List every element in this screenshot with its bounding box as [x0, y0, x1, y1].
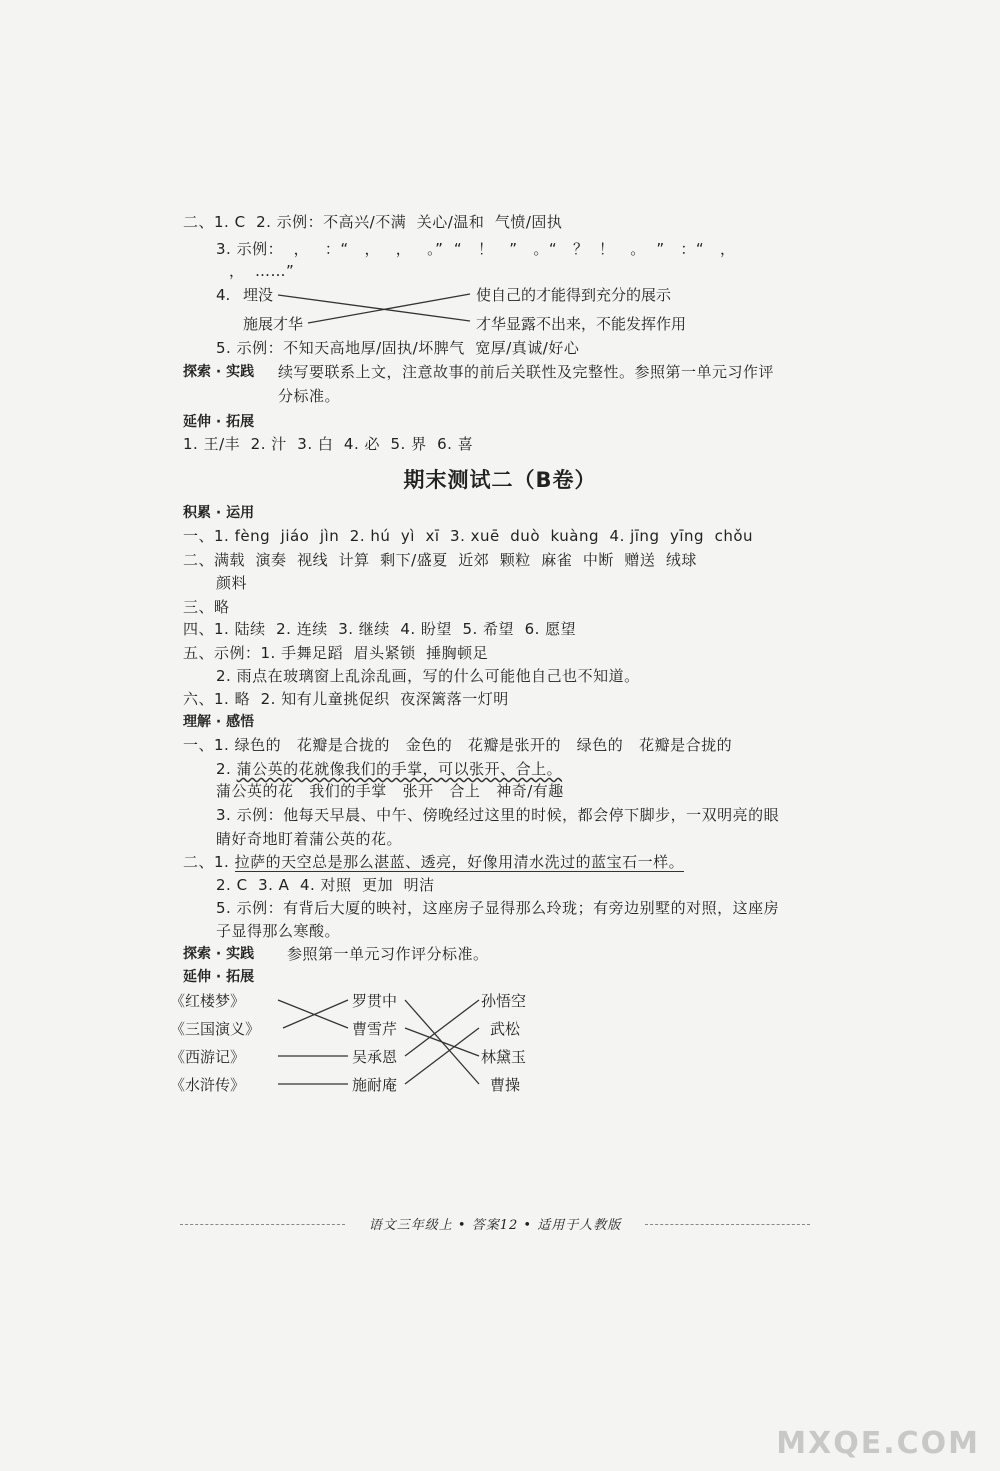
section-heading: 延伸 · 拓展	[183, 969, 255, 985]
section-heading: 延伸 · 拓展	[183, 414, 255, 430]
answer-line: 二、满载 演奏 视线 计算 剩下/盛夏 近郊 颗粒 麻雀 中断 赠送 绒球	[183, 551, 697, 569]
answer-line: 3. 示例： ， ：“ ， ， 。” “ ！ ” 。“ ？ ！ 。 ” ：“ ，	[216, 240, 736, 258]
match-left-item: 埋没	[243, 286, 274, 304]
match-line	[278, 1000, 348, 1028]
answer-line: 蒲公英的花 我们的手掌 张开 合上 神奇/有趣	[216, 782, 564, 800]
page-title: 期末测试二（B卷）	[403, 468, 597, 492]
answer-line: 颜料	[216, 574, 248, 592]
section-heading: 理解 · 感悟	[183, 714, 255, 730]
section-heading: 探索 · 实践	[183, 364, 255, 380]
answer-line: 四、1. 陆续 2. 连续 3. 继续 4. 盼望 5. 希望 6. 愿望	[183, 620, 577, 638]
answer-line: 3. 示例：他每天早晨、中午、傍晚经过这里的时候，都会停下脚步，一双明亮的眼	[216, 806, 780, 824]
answer-line: 5. 示例：不知天高地厚/固执/坏脾气 宽厚/真诚/好心	[216, 339, 580, 357]
answer-line: 2. C 3. A 4. 对照 更加 明洁	[216, 876, 435, 894]
answer-line: 五、示例：1. 手舞足蹈 眉头紧锁 捶胸顿足	[183, 644, 489, 662]
match-line	[405, 1028, 479, 1084]
answer-line	[216, 759, 562, 779]
answer-line: 子显得那么寒酸。	[216, 922, 341, 940]
author-name: 曹雪芹	[352, 1020, 398, 1038]
answer-line: 1. 王/丰 2. 汁 3. 白 4. 必 5. 界 6. 喜	[183, 435, 474, 453]
author-name: 罗贯中	[352, 992, 398, 1010]
answer-line: 六、1. 略 2. 知有儿童挑促织 夜深篱落一灯明	[183, 690, 509, 708]
character-name: 孙悟空	[481, 992, 527, 1010]
author-name: 施耐庵	[352, 1076, 398, 1094]
underlined-sentence: 拉萨的天空总是那么湛蓝、透亮，好像用清水洗过的蓝宝石一样。	[234, 853, 685, 871]
character-name: 曹操	[490, 1076, 521, 1094]
character-name: 武松	[490, 1020, 521, 1038]
watermark: MXQE.COM	[776, 1426, 980, 1461]
match-line	[405, 1000, 479, 1056]
item-number: 二、1.	[183, 853, 230, 871]
answer-line	[183, 852, 684, 872]
character-name: 林黛玉	[481, 1048, 527, 1066]
section-heading: 积累 · 运用	[183, 505, 255, 521]
answer-line: 分标准。	[278, 387, 341, 405]
answer-line: 5. 示例：有背后大厦的映衬，这座房子显得那么玲珑；有旁边别墅的对照，这座房	[216, 899, 780, 917]
footer-rule	[645, 1224, 810, 1225]
match-right-item: 才华显露不出来，不能发挥作用	[476, 315, 687, 333]
match-line	[308, 294, 470, 323]
section-heading: 探索 · 实践	[183, 946, 255, 962]
match-line	[405, 1028, 479, 1056]
underlined-sentence: 蒲公英的花就像我们的手掌，可以张开、合上。	[236, 760, 563, 778]
book-title: 《西游记》	[170, 1048, 246, 1066]
answer-line: 一、1. fèng jiáo jìn 2. hú yì xī 3. xuē duò kuàng 4. jīng yīng chǒu	[183, 527, 754, 545]
book-title: 《水浒传》	[170, 1076, 246, 1094]
match-right-item: 使自己的才能得到充分的展示	[476, 286, 672, 304]
answer-line: 2. 雨点在玻璃窗上乱涂乱画，写的什么可能他自己也不知道。	[216, 667, 640, 685]
answer-line: 三、略	[183, 598, 230, 616]
match-line	[405, 1000, 479, 1084]
footer-text: 语文三年级上 • 答案12 • 适用于人教版	[368, 1218, 622, 1233]
answer-line: 睛好奇地盯着蒲公英的花。	[216, 830, 403, 848]
page-footer	[180, 1214, 810, 1234]
match-left-item: 施展才华	[243, 315, 304, 333]
author-name: 吴承恩	[352, 1048, 398, 1066]
book-title: 《三国演义》	[170, 1020, 261, 1038]
book-title: 《红楼梦》	[170, 992, 246, 1010]
item-number: 2.	[216, 760, 232, 778]
answer-line: 一、1. 绿色的 花瓣是合拢的 金色的 花瓣是张开的 绿色的 花瓣是合拢的	[183, 736, 733, 754]
footer-rule	[180, 1224, 345, 1225]
answer-line: 参照第一单元习作评分标准。	[287, 945, 489, 963]
match-line	[278, 295, 470, 321]
match-line	[283, 1000, 348, 1028]
answer-line: ， ……”	[229, 262, 295, 280]
match-number: 4.	[216, 286, 231, 304]
answer-line: 续写要联系上文，注意故事的前后关联性及完整性。参照第一单元习作评	[278, 363, 775, 381]
answer-line: 二、1. C 2. 示例：不高兴/不满 关心/温和 气愤/固执	[183, 213, 563, 231]
